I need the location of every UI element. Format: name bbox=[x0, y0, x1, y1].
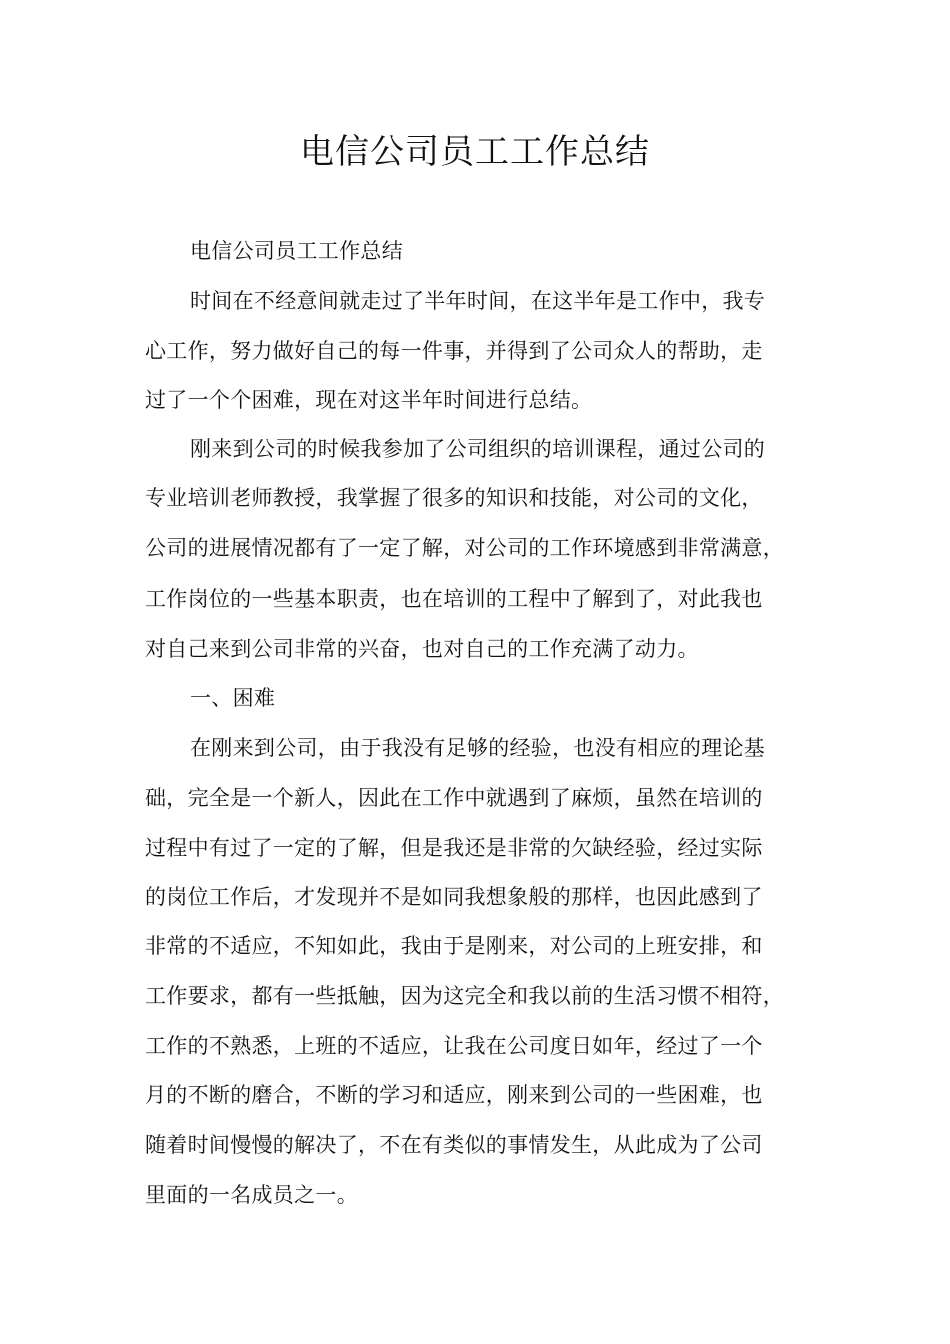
paragraph-line: 时间在不经意间就走过了半年时间，在这半年是工作中，我专 bbox=[190, 289, 766, 313]
paragraph-line: 工作的不熟悉，上班的不适应，让我在公司度日如年，经过了一个 bbox=[145, 1034, 763, 1058]
paragraph-line: 的岗位工作后，才发现并不是如同我想象般的那样，也因此感到了 bbox=[145, 885, 763, 909]
document-title: 电信公司员工工作总结 bbox=[300, 132, 650, 172]
paragraph-line: 里面的一名成员之一。 bbox=[145, 1183, 358, 1207]
paragraph-line: 刚来到公司的时候我参加了公司组织的培训课程，通过公司的 bbox=[190, 437, 766, 461]
paragraph-line: 过了一个个困难，现在对这半年时间进行总结。 bbox=[145, 388, 593, 412]
paragraph-line: 非常的不适应，不知如此，我由于是刚来，对公司的上班安排，和 bbox=[145, 934, 763, 958]
paragraph-line: 对自己来到公司非常的兴奋，也对自己的工作充满了动力。 bbox=[145, 637, 699, 661]
section-heading: 一、困难 bbox=[190, 686, 276, 710]
paragraph-line: 专业培训老师教授，我掌握了很多的知识和技能，对公司的文化， bbox=[145, 486, 763, 510]
paragraph-line: 过程中有过了一定的了解，但是我还是非常的欠缺经验，经过实际 bbox=[145, 836, 763, 860]
paragraph-line: 础，完全是一个新人，因此在工作中就遇到了麻烦，虽然在培训的 bbox=[145, 786, 763, 810]
paragraph-line: 工作要求，都有一些抵触，因为这完全和我以前的生活习惯不相符， bbox=[145, 984, 784, 1008]
paragraph-line: 在刚来到公司，由于我没有足够的经验，也没有相应的理论基 bbox=[190, 736, 766, 760]
subtitle-line: 电信公司员工工作总结 bbox=[190, 239, 403, 263]
paragraph-line: 月的不断的磨合，不断的学习和适应，刚来到公司的一些困难，也 bbox=[145, 1083, 763, 1107]
paragraph-line: 心工作，努力做好自己的每一件事，并得到了公司众人的帮助，走 bbox=[145, 339, 763, 363]
paragraph-line: 公司的进展情况都有了一定了解，对公司的工作环境感到非常满意， bbox=[145, 536, 784, 560]
paragraph-line: 工作岗位的一些基本职责，也在培训的工程中了解到了，对此我也 bbox=[145, 587, 763, 611]
paragraph-line: 随着时间慢慢的解决了，不在有类似的事情发生，从此成为了公司 bbox=[145, 1133, 763, 1157]
